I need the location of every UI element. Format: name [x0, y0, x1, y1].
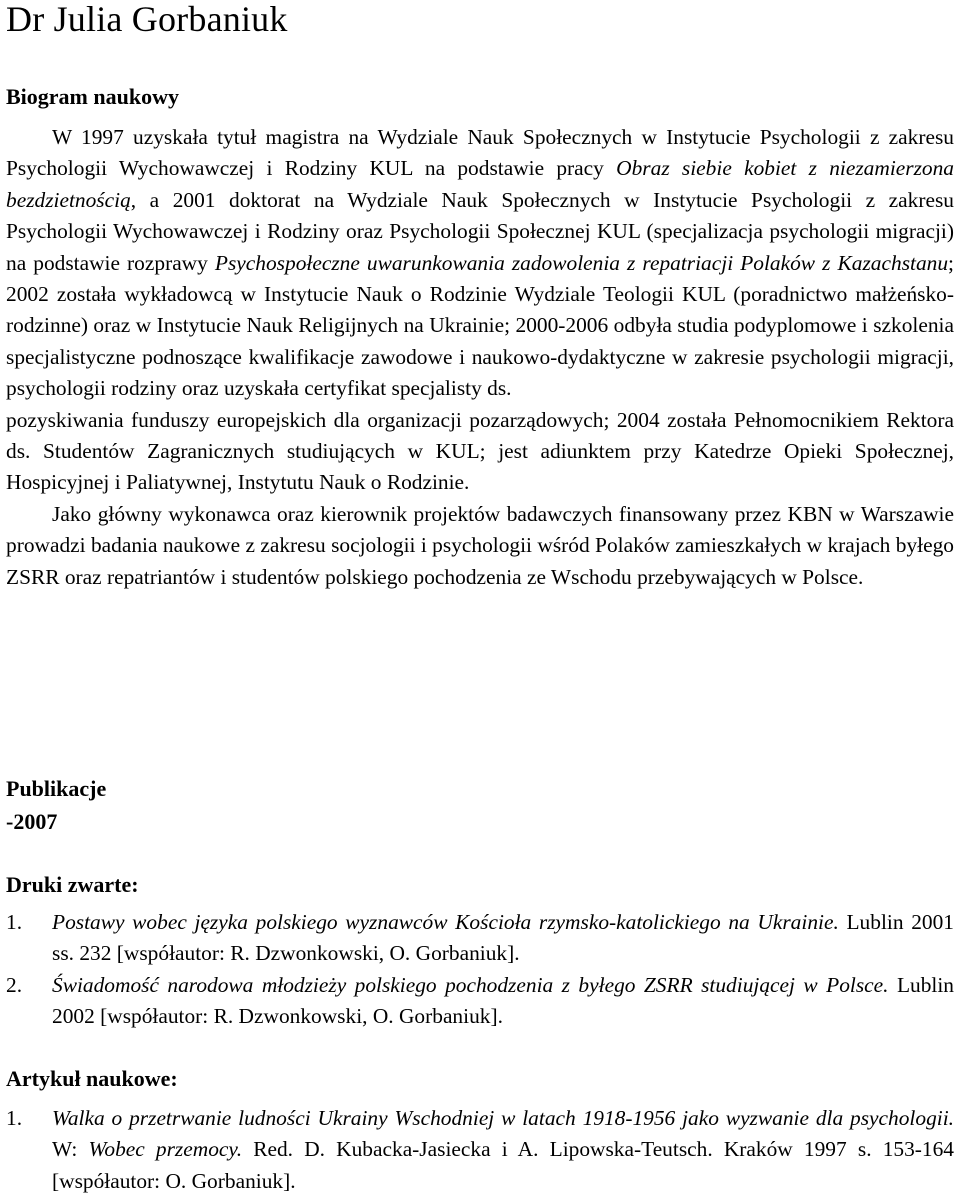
list-item: [6, 1103, 954, 1197]
bio-paragraph-3: Jako główny wykonawca oraz kierownik projektów badawczych finansowany przez KBN w Warszawie prowadzi badania naukowe z zakresu socjologii i psychologii wśród Polaków zamieszkałych w krajach byłego ZSRR oraz repatriantów i studentów polskiego pochodzenia ze Wschodu przebywających w Polsce.: [6, 501, 954, 589]
dissertation-title: Psychospołeczne uwarunkowania zadowolenia z repatriacji Polaków z Kazachstanu: [214, 250, 949, 275]
bio-heading: Biogram naukowy: [6, 84, 179, 109]
list-number: 1.: [6, 1106, 23, 1130]
articles-heading: Artykuł naukowe:: [6, 1066, 178, 1091]
books-heading: Druki zwarte:: [6, 872, 139, 897]
book-title: Postawy wobec języka polskiego wyznawców Kościoła rzymsko-katolickiego na Ukrainie.: [52, 910, 839, 934]
list-item: [6, 970, 954, 1033]
bio-text: ; 2002 została wykładowcą w Instytucie Nauk o Rodzinie Wydziale Teologii KUL (poradnictwo małżeńsko-rodzinne) oraz w Instytucie Nauk Religijnych na Ukrainie; 2000-2006 odbyła studia podyplomowe i szkolenia specjalistyczne podnoszące kwalifikacje zawodowe i naukowo-dydaktyczne w zakresie psychologii migracji, psychologii rodziny oraz uzyskała certyfikat specjalisty ds.: [6, 250, 954, 401]
bio-paragraph-2: pozyskiwania funduszy europejskich dla organizacji pozarządowych; 2004 została Pełnomocnikiem Rektora ds. Studentów Zagranicznych studiujących w KUL; jest adiunktem przy Katedrze Opieki Społecznej, Hospicyjnej i Paliatywnej, Instytutu Nauk o Rodzinie.: [6, 407, 954, 495]
article-title: Walka o przetrwanie ludności Ukrainy Wschodniej w latach 1918-1956 jako wyzwanie dla psychologii.: [52, 1106, 954, 1130]
thesis-title: Obraz siebie kobiet z niezamierzona bezdzietnością: [6, 156, 954, 212]
article-connector: W:: [52, 1137, 89, 1162]
book-details: Lublin 2001 ss. 232 [współautor: R. Dzwonkowski, O. Gorbaniuk].: [52, 910, 954, 966]
articles-list: [6, 1103, 954, 1197]
list-number: 2.: [6, 972, 23, 997]
bio-text: W 1997 uzyskała tytuł magistra na Wydziale Nauk Społecznych w Instytucie Psychologii z zakresu Psychologii Wychowawczej i Rodziny KUL na podstawie pracy: [6, 125, 954, 181]
article-source: Wobec przemocy.: [88, 1137, 243, 1162]
list-item: [6, 907, 954, 970]
book-details: Lublin 2002 [współautor: R. Dzwonkowski, O. Gorbaniuk].: [52, 972, 954, 1029]
books-list: [6, 907, 954, 1033]
list-number: 1.: [6, 910, 23, 934]
bio-text: , a 2001 doktorat na Wydziale Nauk Społecznych w Instytucie Psychologii z zakresu Psychologii Wychowawczej i Rodziny oraz Psychologii Społecznej KUL (specjalizacja psychologii migracji) na podstawie rozprawy: [6, 187, 954, 275]
person-name: Dr Julia Gorbaniuk: [6, 0, 288, 39]
bio-section: [6, 122, 954, 593]
bio-paragraph-1: [6, 122, 954, 405]
article-details: Red. D. Kubacka-Jasiecka i A. Lipowska-Teutsch. Kraków 1997 s. 153-164 [współautor: O. Gorbaniuk].: [52, 1137, 955, 1193]
publications-heading: Publikacje: [6, 776, 107, 801]
year-heading: -2007: [6, 809, 58, 834]
book-title: Świadomość narodowa młodzieży polskiego pochodzenia z byłego ZSRR studiującej w Polsce.: [52, 972, 889, 997]
